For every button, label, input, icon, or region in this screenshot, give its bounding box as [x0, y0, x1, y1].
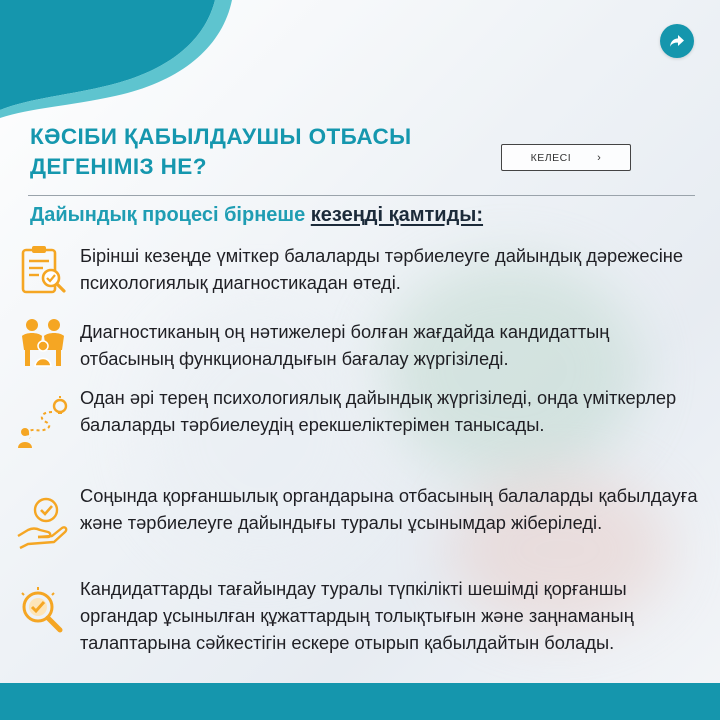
family-icon — [16, 316, 70, 370]
list-item-text: Одан әрі терең психологиялық дайындық жүргізіледі, онда үміткерлер балаларды тәрбиелеудің ерекшеліктерімен танысады. — [80, 387, 677, 435]
chevron-right-icon: › — [597, 151, 602, 164]
page-title: КӘСІБИ ҚАБЫЛДАУШЫ ОТБАСЫ ДЕГЕНІМІЗ НЕ? — [30, 124, 412, 179]
footer-bar — [0, 683, 720, 720]
checklist-clipboard-icon — [16, 244, 70, 298]
list-item-text: Бірінші кезеңде үміткер балаларды тәрбиелеуге дайындық дәрежесіне психологиялық диагностикадан өтеді. — [80, 245, 684, 293]
hand-check-icon — [16, 496, 70, 550]
divider — [28, 195, 695, 196]
list-item-text: Соңында қорғаншылық органдарына отбасының балаларды қабылдауға және тәрбиелеуге дайындығы туралы ұсынымдар жіберіледі. — [80, 485, 698, 533]
next-button[interactable] — [501, 144, 631, 171]
path-idea-icon — [16, 396, 70, 450]
section-heading — [30, 204, 483, 227]
share-arrow-icon — [669, 34, 685, 48]
section-heading-lead: Дайындық процесі бірнеше — [30, 204, 311, 226]
decorative-wave — [0, 0, 260, 120]
next-button-label: КЕЛЕСІ — [530, 151, 572, 164]
section-heading-emphasis: кезеңді қамтиды: — [310, 204, 484, 226]
list-item-text: Кандидаттарды тағайындау туралы түпкілікті шешімді қорғаншы органдар ұсынылған құжаттардың толықтығын және заңнаманың талаптарына сәйкестігін ескере отырып қабылдайтын болады. — [80, 578, 634, 653]
list-item-text: Диагностиканың оң нәтижелері болған жағдайда кандидаттың отбасының функционалдығын бағалау жүргізіледі. — [80, 321, 610, 369]
share-button[interactable] — [660, 24, 694, 58]
magnifier-check-icon — [16, 585, 70, 639]
